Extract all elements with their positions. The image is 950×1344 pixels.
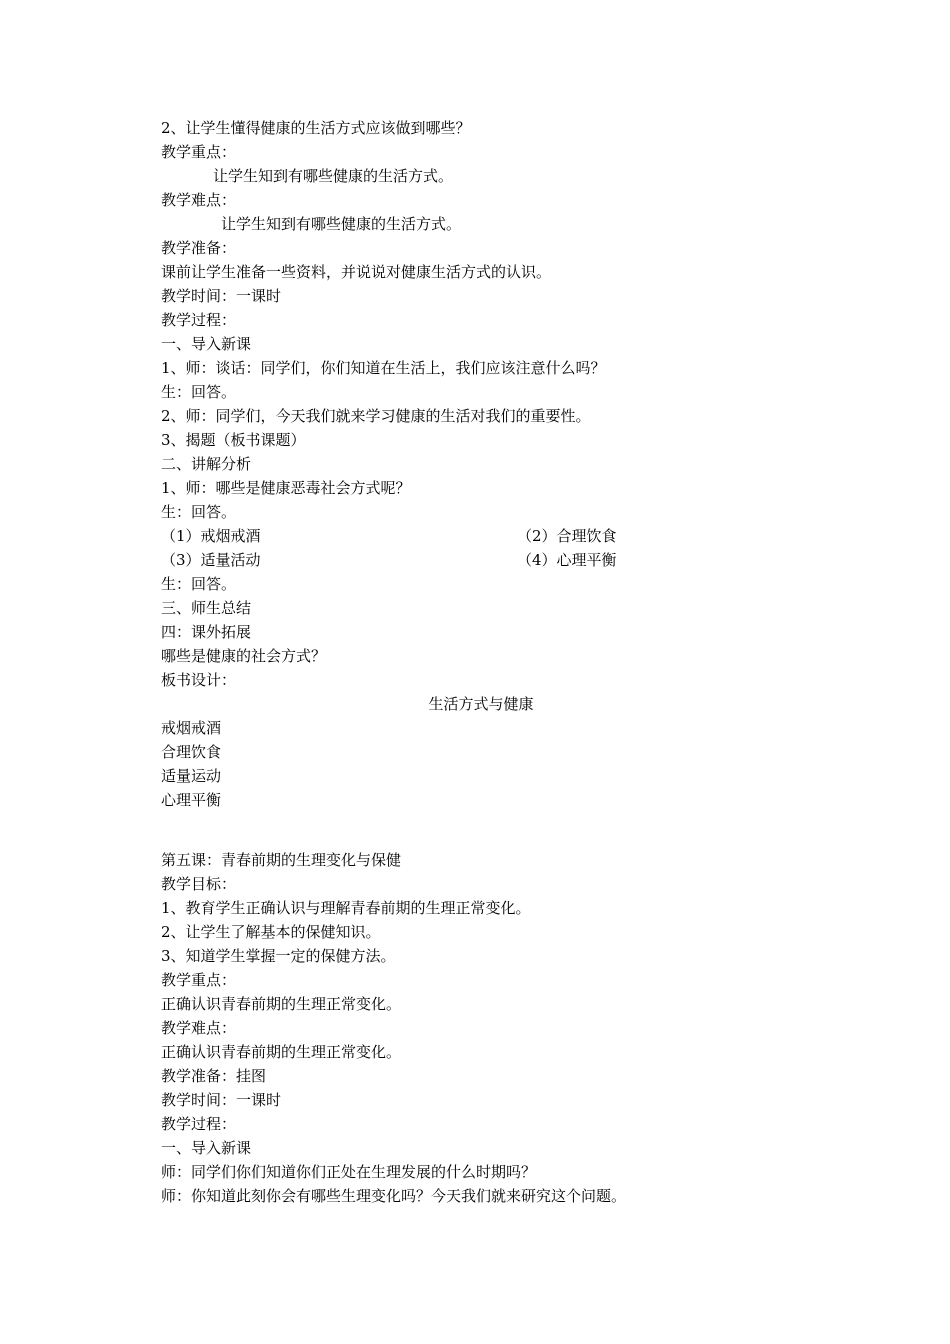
lesson4-difficulty-label: 教学难点： [161, 191, 237, 209]
board-item: 合理饮食 [161, 743, 222, 761]
board-title: 生活方式与健康 [428, 695, 534, 713]
lesson5-teacher-line2: 师：你知道此刻你会有哪些生理变化吗？今天我们就来研究这个问题。 [161, 1187, 627, 1205]
list-row-1 [161, 524, 801, 548]
lesson5-prep: 教学准备：挂图 [161, 1067, 267, 1085]
lesson5-difficulty-label: 教学难点： [161, 1019, 237, 1037]
lesson5-difficulty-text: 正确认识青春前期的生理正常变化。 [161, 1043, 402, 1061]
lesson4-section1-step2: 2、师：同学们，今天我们就来学习健康的生活对我们的重要性。 [161, 407, 591, 425]
list-item-4: （4）心理平衡 [517, 551, 617, 569]
lesson5-goal3: 3、知道学生掌握一定的保健方法。 [161, 947, 396, 965]
lesson4-section4-heading: 四：课外拓展 [161, 623, 252, 641]
lesson5-section1-heading: 一、导入新课 [161, 1139, 252, 1157]
board-item: 适量运动 [161, 767, 222, 785]
list-row-2 [161, 548, 801, 572]
lesson5-title: 第五课：青春前期的生理变化与保健 [161, 851, 402, 869]
lesson4-section3-heading: 三、师生总结 [161, 599, 252, 617]
lesson4-extension-question: 哪些是健康的社会方式？ [161, 647, 327, 665]
lesson4-key-text: 让学生知到有哪些健康的生活方式。 [213, 167, 454, 185]
lesson5-key-text: 正确认识青春前期的生理正常变化。 [161, 995, 402, 1013]
document-page [161, 116, 801, 1208]
board-item: 戒烟戒酒 [161, 719, 222, 737]
lesson4-section2-answer2: 生：回答。 [161, 575, 237, 593]
lesson4-process-label: 教学过程： [161, 311, 237, 329]
list-item-3: （3）适量活动 [161, 551, 261, 569]
lesson4-goal2: 2、让学生懂得健康的生活方式应该做到哪些？ [161, 119, 471, 137]
lesson4-key-label: 教学重点： [161, 143, 237, 161]
lesson4-section2-answer: 生：回答。 [161, 503, 237, 521]
section-gap [161, 812, 801, 848]
lesson5-goal2: 2、让学生了解基本的保健知识。 [161, 923, 381, 941]
list-item-1: （1）戒烟戒酒 [161, 527, 261, 545]
lesson5-teacher-line1: 师：同学们你们知道你们正处在生理发展的什么时期吗？ [161, 1163, 537, 1181]
lesson5-key-label: 教学重点： [161, 971, 237, 989]
lesson5-goal1: 1、教育学生正确认识与理解青春前期的生理正常变化。 [161, 899, 531, 917]
lesson4-time: 教学时间：一课时 [161, 287, 282, 305]
board-item: 心理平衡 [161, 791, 222, 809]
lesson4-section1-answer: 生：回答。 [161, 383, 237, 401]
lesson4-section1-step3: 3、揭题（板书课题） [161, 431, 306, 449]
lesson4-section2-heading: 二、讲解分析 [161, 455, 252, 473]
lesson4-prep-text: 课前让学生准备一些资料，并说说对健康生活方式的认识。 [161, 263, 552, 281]
lesson4-section1-step1: 1、师：谈话：同学们，你们知道在生活上，我们应该注意什么吗？ [161, 359, 606, 377]
list-item-2: （2）合理饮食 [517, 527, 617, 545]
lesson4-difficulty-text: 让学生知到有哪些健康的生活方式。 [221, 215, 462, 233]
lesson5-time: 教学时间：一课时 [161, 1091, 282, 1109]
lesson5-goals-label: 教学目标： [161, 875, 237, 893]
lesson5-process-label: 教学过程： [161, 1115, 237, 1133]
lesson4-prep-label: 教学准备： [161, 239, 237, 257]
lesson4-section1-heading: 一、导入新课 [161, 335, 252, 353]
lesson4-board-label: 板书设计： [161, 671, 237, 689]
lesson4-section2-step1: 1、师：哪些是健康恶毒社会方式呢？ [161, 479, 411, 497]
